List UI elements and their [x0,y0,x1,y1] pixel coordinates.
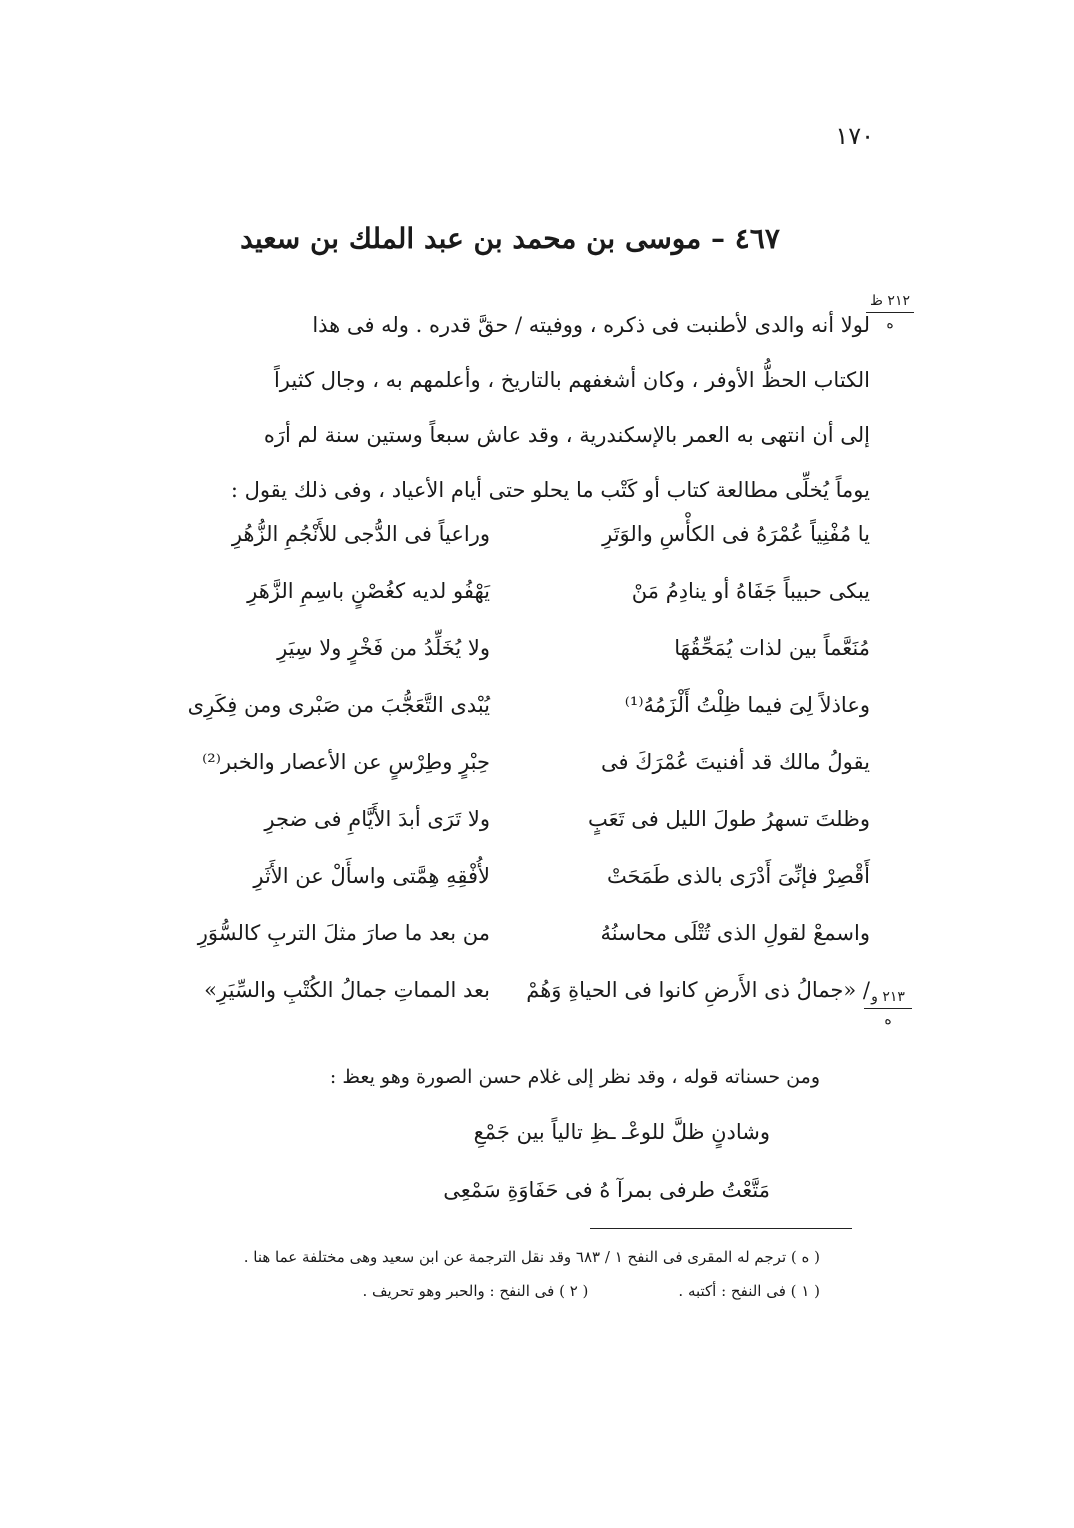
margin-folio-mark: ه [886,316,894,332]
footnote-1: ( ١ ) فى النفح : أكتبه . [678,1282,820,1300]
page-number: ١٧٠ [835,122,874,150]
poem-intro: ومن حسناته قوله ، وقد نظر إلى غلام حسن الصورة وهو يعظ : [329,1066,820,1088]
prose-line: الكتاب الحظُّ الأوفر ، وكان أشغفهم بالتاريخ ، وأعلمهم به ، وجال كثيراً [273,368,870,392]
second-hemistich: وراعياً فى الدُّجى للأَنْجُمِ الزُّهُرِ [231,522,490,546]
poem-verse [170,693,870,750]
footnote-2: ( ٢ ) فى النفح : والحبر وهو تحريف . [362,1282,589,1300]
first-hemistich: وظلتَ تسهرُ طولَ الليل فى تَعَبٍ [587,807,870,831]
poem-verse [170,522,870,579]
first-hemistich: يقولُ مالك قد أفنيتَ عُمْرَكَ فى [600,750,870,774]
poem [170,522,870,1035]
margin-folio-label: ٢١٣ و [871,989,905,1005]
poem-verse [170,579,870,636]
first-hemistich: مُنَعَّماً بين لذات يُمَحِّقُهَا [674,636,870,660]
second-hemistich: من بعد ما صارَ مثلَ التربِ كالسُّوَرِ [197,921,490,945]
second-hemistich: حِبْرٍ وطِرْسٍ عن الأعصار والخبر⁽²⁾ [202,750,490,774]
first-hemistich: أَقْصِرْ فإنِّىَ أَدْرَى بالذى طَمَحَتْ [606,864,870,888]
first-hemistich: / «جمالُ ذى الأَرضِ كانوا فى الحياةِ وَهُمْ [526,978,870,1002]
short-poem-verse: مَتَّعْتُ طرفى بمرآ هُ فى حَفَاوَةِ سَمْعِى [443,1178,770,1202]
poem-verse [170,636,870,693]
prose-line: لولا أنه والدى لأطنبت فى ذكره ، ووفيته / حقَّ قدره . وله فى هذا [312,313,870,337]
margin-divider [864,1008,912,1009]
prose-line: يوماً يُخلِّى مطالعة كتاب أو كَتْب ما يحلو حتى أيام الأعياد ، وفى ذلك يقول : [230,478,870,502]
footnote-star: ( ه ) ترجم له المقرى فى النفح ١ / ٦٨٣ وقد نقل الترجمة عن ابن سعيد وهى مختلفة عما هنا . [243,1248,820,1266]
entry-title: ٤٦٧ – موسى بن محمد بن عبد الملك بن سعيد [240,222,780,255]
first-hemistich: واسمعْ لقولِ الذى تُتْلَى محاسنُهُ [600,921,870,945]
footnote-rule [590,1228,852,1229]
second-hemistich: لأُفْقِهِ هِمَّتى واسأَلْ عن الأَثَرِ [253,864,490,888]
second-hemistich: بعد المماتِ جمالُ الكُتْبِ والسِّيَرِ» [204,978,490,1002]
poem-verse [170,921,870,978]
short-poem [270,1120,770,1236]
second-hemistich: ولا يُخَلِّدُ من فَخْرٍ ولا سِيَرِ [277,636,490,660]
margin-divider [866,312,914,313]
prose-line: إلى أن انتهى به العمر بالإسكندرية ، وقد عاش سبعاً وستين سنة لم أرَه [263,423,870,447]
second-hemistich: يَهْفُو لديه كغُصْنٍ باسِمِ الزَّهَرِ [247,579,490,603]
second-hemistich: يُبْدى التَّعَجُّبَ من صَبْرى ومن فِكَرِى [187,693,490,717]
footnote-row [170,1274,820,1308]
poem-verse [170,864,870,921]
margin-folio-mark: ه [884,1012,892,1028]
poem-verse [170,750,870,807]
first-hemistich: يبكى حبيباً جَفَاهُ أو ينادِمُ مَنْ [631,579,870,603]
second-hemistich: ولا تَرَى أبدَ الأَيَّامِ فى ضجرِ [264,807,490,831]
footnotes [170,1240,820,1308]
short-poem-verse: وشادنٍ ظلَّ للوعْـ ـظِ تالياً بين جَمْعِ [473,1120,770,1144]
first-hemistich: وعاذلاً لِىَ فيما ظِلْتُ أَلْزَمُهُ⁽¹⁾ [624,693,870,717]
biography-text [180,298,870,518]
margin-folio-label: ٢١٢ ظ [870,293,910,309]
poem-verse [170,807,870,864]
first-hemistich: يا مُفْنِياً عُمْرَهُ فى الكأْسِ والوَتَرِ [602,522,870,546]
poem-verse [170,978,870,1035]
